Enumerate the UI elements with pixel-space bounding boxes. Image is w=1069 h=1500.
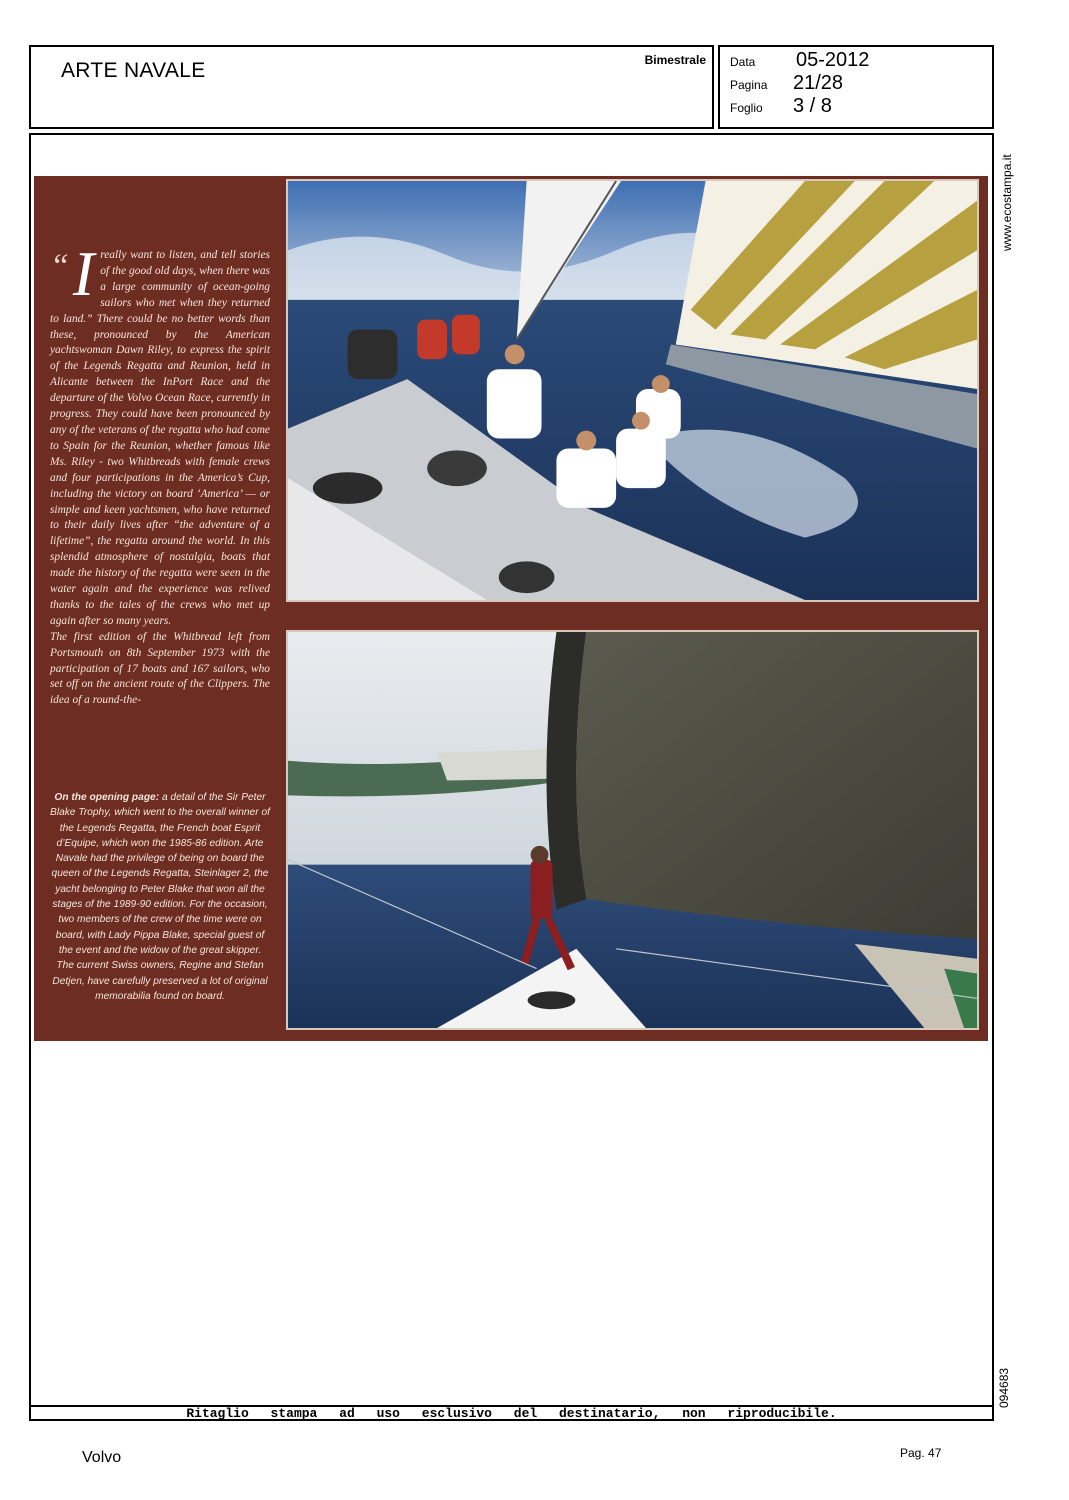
bowman-sail-image: [288, 632, 977, 1028]
meta-value-pagina: 21/28: [793, 72, 844, 94]
meta-label: Pagina: [730, 78, 768, 92]
caption-text: a detail of the Sir Peter Blake Trophy, which went to the overall winner of the Legends Regatta, the French boat Esprit d’Equipe, which won the 1985-86 edition. Arte Navale had the privilege of being on board the queen of the Legends Regatta, Steinlager 2, the yacht belonging to Peter Blake that won all the stages of the 1989-90 edition. For the occasion, two members of the crew of the time were on board, with Lady Pippa Blake, special guest of the event and the widow of the great skipper. The current Swiss owners, Regine and Stefan Detjen, have carefully preserved a lot of original memorabilia found on board.: [50, 792, 270, 1002]
client-brand: Volvo: [82, 1449, 122, 1466]
meta-row-foglio: [730, 101, 763, 115]
meta-value-data: 05-2012: [796, 49, 870, 71]
caption-lead: On the opening page:: [54, 792, 160, 803]
meta-label: Data: [730, 55, 756, 69]
site-url-vertical: www.ecostampa.it: [1000, 154, 1014, 251]
meta-value-foglio: 3 / 8: [793, 95, 832, 117]
publication-title: ARTE NAVALE: [61, 59, 206, 82]
drop-cap: I: [72, 238, 95, 309]
crew-on-deck-image: [288, 181, 977, 600]
clipping-code-vertical: 094683: [997, 1367, 1011, 1408]
page-number: Pag. 47: [900, 1446, 942, 1460]
meta-label: Foglio: [730, 101, 763, 115]
meta-row-data: [730, 55, 755, 69]
header-publication-box: [29, 45, 714, 129]
quote-mark: “: [50, 248, 69, 285]
meta-row-pagina: [730, 78, 767, 92]
photo-caption: [50, 790, 270, 1004]
article-body: [50, 238, 270, 709]
article-paragraph: The first edition of the Whitbread left from Portsmouth on 8th September 1973 with the participation of 17 boats and 167 sailors, who set off on the ancient route of the Clippers. The idea of a round-the-: [50, 630, 270, 707]
periodicity-label: Bimestrale: [644, 53, 706, 67]
article-paragraph: really want to listen, and tell stories of the good old days, when there was a large community of ocean-going sailors who met when they returned to land.” There could be no better words than these, pronounced by the American yachtswoman Dawn Riley, to express the spirit of the Legends Regatta and Reunion, held in Alicante between the InPort Race and the departure of the Volvo Ocean Race, currently in progress. They could have been pronounced by any of the veterans of the regatta who had come to Spain for the Reunion, whether famous like Ms. Riley - two Whitbreads with female crews and four participations in the America’s Cup, including the victory on board ‘America’ — or simple and keen yachtsmen, who have returned to their daily lives after “the adventure of a lifetime”, the regatta around the world. In this splendid atmosphere of nostalgia, boats that made the history of the regatta were seen in the water again and the experience was relived thanks to the tales of the crews who met up again after so many years.: [50, 249, 270, 627]
photo-bowman-sail: [286, 630, 979, 1030]
article-column: [50, 238, 270, 709]
clipping-disclaimer: Ritaglio stampa ad uso esclusivo del destinatario, non riproducibile.: [186, 1406, 837, 1421]
photo-crew-on-deck: [286, 179, 979, 602]
header-meta-box: [718, 45, 994, 129]
